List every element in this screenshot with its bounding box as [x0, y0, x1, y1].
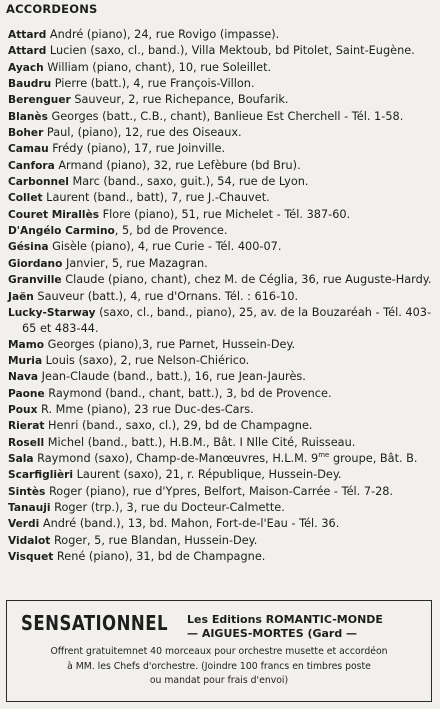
directory-entry	[0, 369, 440, 385]
entry-details: Pierre (batt.), 4, rue François-Villon.	[51, 77, 255, 91]
directory-entry	[0, 27, 440, 43]
entry-details: (saxo, cl., band., piano), 25, av. de la Bouzaréah - Tél. 403-65 et 483-44.	[22, 305, 432, 336]
entry-name: Camau	[8, 143, 49, 156]
ad-body-line2: à MM. les Chefs d'orchestre. (Joindre 100 francs en timbres poste	[67, 660, 371, 672]
entry-name: Collet	[8, 192, 43, 205]
entry-details: Sauveur (batt.), 4, rue d'Ornans. Tél. : 616-10.	[33, 289, 299, 303]
entry-name: Scarfiglièri	[8, 469, 74, 482]
entry-name: Ayach	[8, 61, 44, 74]
entry-details: André (band.), 13, bd. Mahon, Fort-de-l'Eau - Tél. 36.	[39, 517, 340, 531]
ad-body-line1: Offrent gratuitemnet 40 morceaux pour orchestre musette et accordéon	[50, 646, 388, 657]
entry-name: Gésina	[8, 241, 49, 254]
entry-details: R. Mme (piano), 23 rue Duc-des-Cars.	[37, 402, 254, 416]
directory-entry	[0, 92, 440, 108]
directory-entry	[0, 256, 440, 272]
entry-name: Rosell	[8, 436, 45, 449]
entry-details: Laurent (saxo), 21, r. République, Hussein-Dey.	[73, 468, 342, 482]
entry-details: Roger (trp.), 3, rue du Docteur-Calmette.	[50, 500, 285, 514]
entry-details-continued: groupe, Bât. B.	[329, 451, 418, 465]
directory-entry	[0, 141, 440, 157]
entry-details: Raymond (band., chant, batt.), 3, bd de Provence.	[44, 386, 332, 400]
entry-name: Paone	[8, 387, 45, 400]
ad-publisher	[187, 613, 383, 641]
directory-entry	[0, 435, 440, 451]
entry-name: Baudru	[8, 78, 52, 91]
entry-name: Nava	[8, 371, 39, 384]
entry-details: Roger, 5, rue Blandan, Hussein-Dey.	[50, 533, 258, 547]
directory-entry	[0, 418, 440, 434]
directory-entry	[0, 500, 440, 516]
directory-entry	[0, 549, 440, 565]
directory-entry	[0, 451, 440, 467]
entry-name: Sintès	[8, 485, 46, 498]
entry-details: René (piano), 31, bd de Champagne.	[53, 550, 266, 563]
directory-entry	[0, 158, 440, 174]
entry-details: Henri (band., saxo, cl.), 29, bd de Champagne.	[44, 419, 313, 433]
entry-details: William (piano, chant), 10, rue Soleillet.	[43, 60, 272, 74]
entry-details: Louis (saxo), 2, rue Nelson-Chiérico.	[42, 353, 250, 367]
directory-entry	[0, 223, 440, 239]
entry-details: Flore (piano), 51, rue Michelet - Tél. 387-60.	[99, 207, 351, 221]
directory-entry	[0, 174, 440, 190]
entry-details: André (piano), 24, rue Rovigo (impasse).	[46, 28, 280, 41]
entry-details: Roger (piano), rue d'Ypres, Belfort, Maison-Carrée - Tél. 7-28.	[45, 484, 394, 498]
entry-name: Tanauji	[8, 501, 51, 514]
advertisement-box	[6, 600, 432, 702]
directory-entry	[0, 239, 440, 255]
entry-name: Couret Mirallès	[8, 208, 100, 221]
section-heading: ACCORDEONS	[6, 2, 98, 16]
entry-name: Sala	[8, 452, 34, 465]
entry-name: Attard	[8, 29, 47, 41]
ad-publisher-line1: Les Editions ROMANTIC-MONDE	[187, 613, 383, 626]
entry-name: Muria	[8, 354, 43, 367]
entry-name: Canfora	[8, 159, 55, 172]
entry-details: Janvier, 5, rue Mazagran.	[62, 256, 208, 270]
entry-details: Georges (batt., C.B., chant), Banlieue Est Cherchell - Tél. 1-58.	[47, 109, 404, 123]
entry-details: Gisèle (piano), 4, rue Curie - Tél. 400-07.	[48, 240, 282, 254]
directory-entry	[0, 337, 440, 353]
entry-details: Marc (band., saxo, guit.), 54, rue de Lyon.	[68, 175, 309, 189]
directory-entry	[0, 272, 440, 288]
directory-entry	[0, 125, 440, 141]
entry-details: Frédy (piano), 17, rue Joinville.	[48, 142, 226, 156]
entry-name: Carbonnel	[8, 176, 69, 189]
entry-name: Rierat	[8, 420, 45, 433]
directory-entry	[0, 484, 440, 500]
directory-entry	[0, 289, 440, 305]
entry-name: Lucky-Starway	[8, 306, 96, 319]
entry-name: Verdi	[8, 518, 40, 531]
entry-details: , 5, bd de Provence.	[114, 224, 228, 238]
directory-entry	[0, 402, 440, 418]
entry-name: Poux	[8, 403, 38, 416]
entry-details: Claude (piano, chant), chez M. de Céglia, 36, rue Auguste-Hardy.	[61, 273, 432, 287]
entry-details: Paul, (piano), 12, rue des Oiseaux.	[43, 126, 242, 140]
entry-name: Boher	[8, 127, 44, 140]
ad-body-line3: ou mandat pour frais d'envoi)	[149, 675, 289, 686]
entry-list	[0, 27, 440, 565]
entry-details: Laurent (band., batt), 7, rue J.-Chauvet.	[42, 191, 270, 205]
directory-entry	[0, 190, 440, 206]
directory-entry	[0, 109, 440, 125]
directory-entry	[0, 386, 440, 402]
entry-details: Raymond (saxo), Champ-de-Manœuvres, H.L.M. 9	[33, 451, 319, 465]
directory-entry	[0, 353, 440, 369]
entry-name: Vidalot	[8, 534, 51, 547]
entry-superscript: me	[318, 451, 330, 460]
entry-name: Mamo	[8, 338, 45, 351]
directory-entry	[0, 207, 440, 223]
entry-name: Attard	[8, 45, 47, 58]
entry-details: Armand (piano), 32, rue Lefèbure (bd Bru).	[54, 158, 301, 172]
directory-entry	[0, 467, 440, 483]
entry-name: Giordano	[8, 257, 63, 270]
directory-entry	[0, 60, 440, 76]
entry-name: Jaën	[8, 290, 34, 303]
entry-name: Visquet	[8, 551, 54, 563]
entry-details: Sauveur, 2, rue Richepance, Boufarik.	[70, 93, 289, 107]
directory-entry	[0, 305, 440, 337]
entry-details: Georges (piano),3, rue Parnet, Hussein-Dey.	[44, 337, 296, 351]
entry-details: Jean-Claude (band., batt.), 16, rue Jean-Jaurès.	[38, 370, 306, 384]
entry-name: Granville	[8, 274, 62, 287]
entry-name: D'Angélo Carmino	[8, 225, 115, 238]
directory-entry	[0, 76, 440, 92]
entry-name: Blanès	[8, 110, 48, 123]
entry-details: Lucien (saxo, cl., band.), Villa Mektoub, bd Pitolet, Saint-Eugène.	[46, 44, 415, 58]
entry-name: Berenguer	[8, 94, 71, 107]
ad-body	[15, 645, 423, 689]
directory-entry	[0, 43, 440, 59]
directory-entry	[0, 516, 440, 532]
entry-details: Michel (band., batt.), H.B.M., Bât. I Nlle Cité, Ruisseau.	[44, 435, 356, 449]
ad-publisher-line2: — AIGUES-MORTES (Gard —	[187, 627, 358, 640]
ad-title: SENSATIONNEL	[21, 611, 168, 635]
directory-entry	[0, 533, 440, 549]
